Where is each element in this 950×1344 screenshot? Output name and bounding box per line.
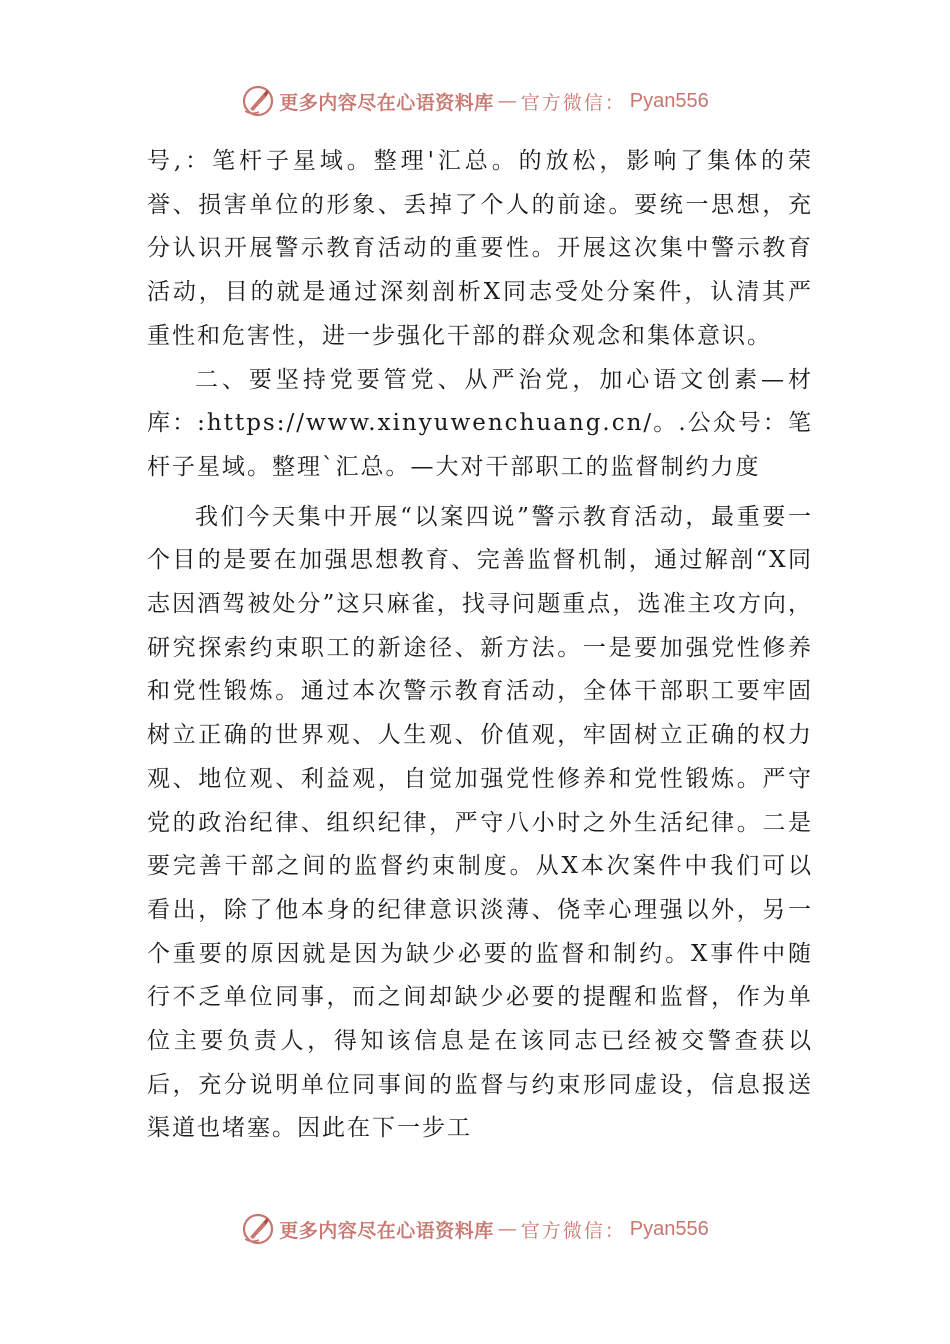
- document-body: [147, 140, 813, 1151]
- pen-in-circle-icon: [241, 84, 275, 118]
- header-watermark: [0, 84, 950, 118]
- pen-in-circle-icon: [241, 1212, 275, 1246]
- paragraph-2: 二、要坚持党要管党、从严治党，加心语文创素—材库：:https://www.xinyuwenchuang.cn/。.公众号：笔杆子星域。整理`汇总。—大对干部职工的监督制约力度: [147, 366, 813, 480]
- footer-watermark: [0, 1212, 950, 1246]
- paragraph-3: 我们今天集中开展“以案四说”警示教育活动，最重要一个目的是要在加强思想教育、完善监督机制，通过解剖“X同志因酒驾被处分”这只麻雀，找寻问题重点，选准主攻方向，研究探索约束职工的新途径、新方法。一是要加强党性修养和党性锻炼。通过本次警示教育活动，全体干部职工要牢固树立正确的世界观、人生观、价值观，牢固树立正确的权力观、地位观、利益观，自觉加强党性修养和党性锻炼。严守党的政治纪律、组织纪律，严守八小时之外生活纪律。二是要完善干部之间的监督约束制度。从X本次案件中我们可以看出，除了他本身的纪律意识淡薄、侥幸心理强以外，另一个重要的原因就是因为缺少必要的监督和制约。X事件中随行不乏单位同事，而之间却缺少必要的提醒和监督，作为单位主要负责人，得知该信息是在该同志已经被交警查获以后，充分说明单位同事间的监督与约束形同虚设，信息报送渠道也堵塞。因此在下一步工: [147, 503, 813, 1142]
- watermark-brand: 更多内容尽在心语资料库: [279, 91, 494, 114]
- watermark-separator: —: [497, 90, 517, 112]
- watermark-label: 官方微信：: [520, 1219, 626, 1242]
- paragraph-1: 号,：笔杆子星域。整理'汇总。的放松，影响了集体的荣誉、损害单位的形象、丢掉了个人的前途。要统一思想，充分认识开展警示教育活动的重要性。开展这次集中警示教育活动，目的就是通过深刻剖析X同志受处分案件，认清其严重性和危害性，进一步强化干部的群众观念和集体意识。: [147, 148, 813, 349]
- watermark-wechat-id: Pyan556: [629, 89, 709, 112]
- watermark-brand: 更多内容尽在心语资料库: [279, 1219, 494, 1242]
- watermark-wechat-id: Pyan556: [629, 1217, 709, 1240]
- watermark-label: 官方微信：: [520, 91, 626, 114]
- watermark-separator: —: [497, 1218, 517, 1240]
